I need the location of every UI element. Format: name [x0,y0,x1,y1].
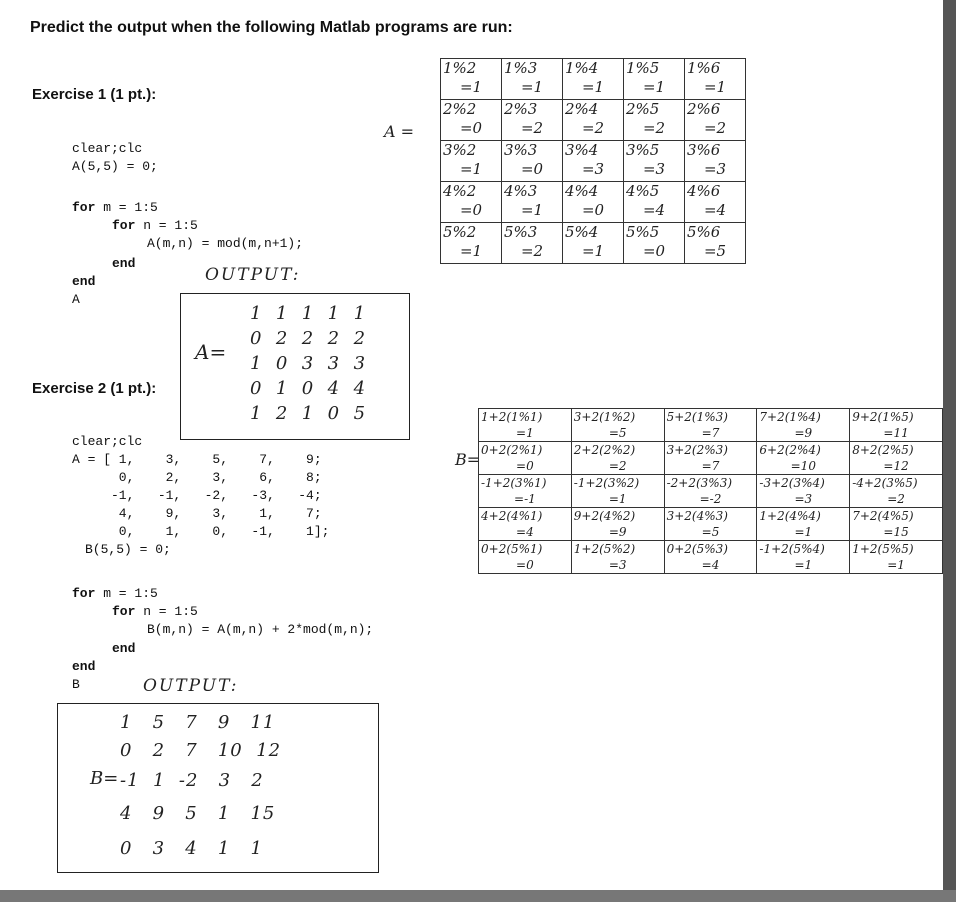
cell-result: =5 [703,242,727,260]
cell-expression: 4%3 [504,182,538,200]
work-table-cell [563,59,624,100]
cell-result: =2 [703,119,727,137]
work-table-cell [664,475,757,508]
cell-expression: 2%2 [443,100,477,118]
cell-expression: 8+2(2%5) [852,443,914,457]
work-table-cell [563,100,624,141]
work-table-cell [685,182,746,223]
cell-result: =1 [794,558,813,572]
exercise2-work-label: B= [455,450,481,469]
cell-expression: 7+2(1%4) [759,410,821,424]
work-table-cell [441,141,502,182]
exercise1-work-table [440,58,746,264]
cell-result: =1 [516,426,534,440]
exercise2-output-row: 0 2 7 10 12 [120,740,282,761]
cell-result: =9 [608,525,627,539]
work-table-row [441,141,746,182]
cell-result: =0 [642,242,666,260]
exercise2-code-matrix-row5: 0, 1, 0, -1, 1]; [72,524,330,539]
cell-expression: 3%6 [687,141,721,159]
cell-expression: 5%5 [626,223,660,241]
work-table-cell [571,541,664,574]
work-table-row [479,475,943,508]
cell-expression: 3+2(4%3) [666,509,728,523]
work-table-cell [624,59,685,100]
work-table-cell [624,141,685,182]
work-table-cell [850,541,943,574]
work-table-cell [624,100,685,141]
exercise2-code-matrix-row1: A = [ 1, 3, 5, 7, 9; [72,452,322,467]
keyword: for [112,218,136,233]
work-table-cell [571,508,664,541]
cell-result: =2 [608,459,627,473]
exercise2-work-table [478,408,943,574]
work-table-cell [479,409,572,442]
cell-expression: 5%3 [504,223,538,241]
cell-result: =1 [703,78,727,96]
cell-result: =4 [642,201,666,219]
exercise2-code-matrix-row2: 0, 2, 3, 6, 8; [72,470,322,485]
work-table-cell [479,508,572,541]
cell-result: =3 [794,492,813,506]
work-table-cell [571,475,664,508]
work-table-row [441,223,746,264]
work-table-cell [850,508,943,541]
cell-result: =1 [459,78,483,96]
cell-result: =2 [520,242,544,260]
cell-result: =-1 [514,492,536,506]
cell-expression: -2+2(3%3) [666,476,733,490]
work-table-row [441,100,746,141]
exercise1-work-label: A = [384,122,415,141]
code-text: m = 1:5 [95,200,158,215]
exercise1-heading: Exercise 1 (1 pt.): [32,86,157,103]
exercise1-code-body: A(m,n) = mod(m,n+1); [147,236,304,251]
cell-expression: 6+2(2%4) [759,443,821,457]
work-table-cell [757,409,850,442]
cell-result: =2 [642,119,666,137]
work-table-cell [850,409,943,442]
cell-result: =4 [516,525,534,539]
cell-result: =3 [642,160,666,178]
code-text: n = 1:5 [135,218,198,233]
work-table-cell [757,541,850,574]
work-table-cell [441,182,502,223]
exercise2-code-body: B(m,n) = A(m,n) + 2*mod(m,n); [147,622,374,637]
cell-expression: -1+2(3%1) [481,476,547,490]
cell-expression: 9+2(1%5) [852,410,914,424]
cell-expression: 3+2(2%3) [666,443,728,457]
page-shadow-right [943,0,956,902]
cell-result: =1 [794,525,813,539]
exercise2-code-matrix-row4: 4, 9, 3, 1, 7; [72,506,322,521]
work-table-cell [571,409,664,442]
exercise1-code-disp: A [72,292,80,307]
cell-result: =12 [883,459,909,473]
exercise1-code-for-n [112,217,198,235]
exercise2-heading: Exercise 2 (1 pt.): [32,380,157,397]
cell-expression: 1%5 [626,59,660,77]
cell-result: =11 [883,426,909,440]
page-shadow-bottom [0,890,956,902]
cell-result: =5 [608,426,627,440]
cell-result: =1 [581,242,605,260]
page-title: Predict the output when the following Matlab programs are run: [30,19,513,36]
cell-result: =0 [520,160,544,178]
cell-result: =1 [459,160,483,178]
keyword: for [112,604,136,619]
work-table-cell [563,182,624,223]
exercise2-output-row: -1 1 -2 3 2 [120,770,264,791]
cell-expression: 9+2(4%2) [573,509,636,523]
cell-expression: -4+2(3%5) [852,476,918,490]
work-table-row [479,541,943,574]
cell-result: =1 [887,558,905,572]
exercise2-matrix-label: B= [90,768,119,789]
work-table-cell [479,475,572,508]
cell-expression: 5%2 [443,223,477,241]
cell-expression: 4%4 [565,182,599,200]
exercise2-code-end-inner: end [112,641,136,656]
work-table-cell [441,59,502,100]
exercise1-output-label: OUTPUT: [205,265,301,285]
cell-expression: 3+2(1%2) [573,410,636,424]
cell-expression: -3+2(3%4) [759,476,825,490]
work-table-cell [664,409,757,442]
work-table-cell [441,223,502,264]
cell-result: =1 [642,78,666,96]
cell-result: =5 [701,525,720,539]
cell-expression: 0+2(5%3) [666,542,728,556]
cell-result: =7 [701,459,720,473]
cell-expression: 3%2 [443,141,477,159]
work-table-row [479,508,943,541]
cell-expression: 0+2(2%1) [481,443,543,457]
cell-result: =3 [608,558,627,572]
exercise1-output-row: 0 2 2 2 2 [250,328,367,349]
work-table-cell [502,59,563,100]
cell-expression: 1+2(4%4) [759,509,821,523]
cell-expression: 1+2(1%1) [481,410,543,424]
cell-expression: 7+2(4%5) [852,509,914,523]
exercise2-code-for-m [72,585,158,603]
cell-expression: 5%4 [565,223,599,241]
code-text: m = 1:5 [95,586,158,601]
cell-result: =1 [520,201,544,219]
work-table-cell [664,508,757,541]
cell-expression: 2%4 [565,100,599,118]
exercise2-output-row: 1 5 7 9 11 [120,712,276,733]
cell-result: =7 [701,426,720,440]
cell-result: =1 [581,78,605,96]
cell-expression: 4+2(4%1) [481,509,543,523]
cell-expression: 4%5 [626,182,660,200]
exercise1-code-line1: clear;clc [72,141,143,156]
cell-expression: 3%4 [565,141,599,159]
exercise1-output-row: 0 1 0 4 4 [250,378,367,399]
work-table-cell [502,182,563,223]
work-table-cell [624,223,685,264]
cell-expression: -1+2(5%4) [759,542,825,556]
exercise1-code-line2: A(5,5) = 0; [72,159,158,174]
exercise1-output-row: 1 0 3 3 3 [250,353,367,374]
exercise2-code-for-n [112,603,198,621]
cell-expression: 4%2 [443,182,477,200]
cell-result: =10 [790,459,816,473]
exercise2-code-disp: B [72,677,80,692]
cell-result: =2 [520,119,544,137]
exercise1-output-row: 1 2 1 0 5 [250,403,367,424]
cell-result: =1 [608,492,627,506]
cell-result: =0 [459,201,483,219]
cell-expression: 2%6 [687,100,721,118]
cell-expression: 1+2(5%2) [573,542,636,556]
cell-expression: 1%2 [443,59,477,77]
exercise2-output-label: OUTPUT: [143,676,239,696]
work-table-cell [479,442,572,475]
work-table-cell [502,223,563,264]
exercise2-code-end-outer: end [72,659,96,674]
work-table-cell [757,475,850,508]
work-table-row [479,409,943,442]
cell-result: =2 [581,119,605,137]
cell-result: =0 [581,201,605,219]
exercise2-code-line7: B(5,5) = 0; [85,542,171,557]
cell-result: =-2 [699,492,722,506]
work-table-cell [685,100,746,141]
exercise1-output-row: 1 1 1 1 1 [250,303,367,324]
cell-result: =3 [703,160,727,178]
cell-result: =2 [887,492,905,506]
cell-expression: 1%4 [565,59,599,77]
work-table-cell [850,442,943,475]
work-table-row [441,182,746,223]
exercise1-code-end-inner: end [112,256,136,271]
work-table-cell [479,541,572,574]
cell-result: =1 [459,242,483,260]
cell-result: =15 [883,525,909,539]
work-table-cell [502,100,563,141]
work-table-cell [563,141,624,182]
cell-expression: 1%3 [504,59,538,77]
exercise2-code-matrix-row3: -1, -1, -2, -3, -4; [72,488,322,503]
work-table-cell [441,100,502,141]
keyword: for [72,200,96,215]
work-table-cell [757,442,850,475]
exercise1-matrix-label: A= [195,340,227,364]
work-table-cell [757,508,850,541]
work-table-cell [685,141,746,182]
work-table-cell [563,223,624,264]
exercise1-code-for-m [72,199,158,217]
exercise1-code-end-outer: end [72,274,96,289]
cell-result: =4 [703,201,727,219]
work-table-cell [664,541,757,574]
cell-expression: 0+2(5%1) [481,542,543,556]
cell-expression: 4%6 [687,182,721,200]
cell-expression: 2%5 [626,100,660,118]
cell-expression: -1+2(3%2) [573,476,640,490]
cell-expression: 5%6 [687,223,721,241]
work-table-cell [685,223,746,264]
cell-expression: 1%6 [687,59,721,77]
cell-expression: 2+2(2%2) [573,443,636,457]
cell-result: =0 [516,558,534,572]
work-table-row [441,59,746,100]
code-text: n = 1:5 [135,604,198,619]
work-table-cell [664,442,757,475]
work-table-cell [685,59,746,100]
work-table-cell [502,141,563,182]
cell-result: =1 [520,78,544,96]
cell-expression: 3%3 [504,141,538,159]
cell-result: =4 [701,558,720,572]
work-table-cell [850,475,943,508]
exercise2-output-row: 4 9 5 1 15 [120,803,276,824]
cell-expression: 2%3 [504,100,538,118]
exercise2-output-row: 0 3 4 1 1 [120,838,263,859]
cell-expression: 3%5 [626,141,660,159]
cell-result: =3 [581,160,605,178]
cell-expression: 1+2(5%5) [852,542,914,556]
cell-result: =9 [794,426,813,440]
cell-expression: 5+2(1%3) [666,410,728,424]
work-table-cell [624,182,685,223]
cell-result: =0 [516,459,534,473]
cell-result: =0 [459,119,483,137]
work-table-row [479,442,943,475]
work-table-cell [571,442,664,475]
keyword: for [72,586,96,601]
exercise2-code-line1: clear;clc [72,434,143,449]
